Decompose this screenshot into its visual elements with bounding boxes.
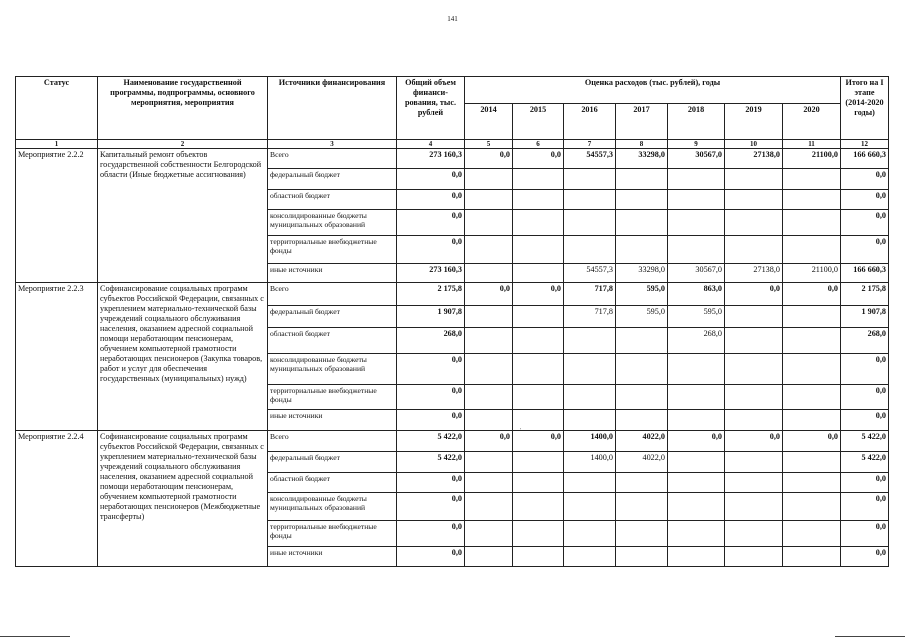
year-value-cell: 0,0 <box>783 283 841 306</box>
total-volume-cell: 1 907,8 <box>397 306 465 328</box>
year-value-cell <box>616 521 668 547</box>
year-value-cell <box>783 328 841 354</box>
year-value-cell <box>564 473 616 493</box>
year-value-cell <box>725 493 783 521</box>
header-year: 2015 <box>513 104 564 140</box>
year-value-cell <box>513 493 564 521</box>
funding-source: областной бюджет <box>268 190 397 210</box>
year-value-cell <box>564 190 616 210</box>
total-volume-cell: 0,0 <box>397 236 465 264</box>
year-value-cell: 0,0 <box>725 431 783 452</box>
year-value-cell <box>513 210 564 236</box>
year-value-cell: 30567,0 <box>668 149 725 169</box>
year-value-cell: 595,0 <box>616 283 668 306</box>
year-value-cell <box>465 236 513 264</box>
funding-source: областной бюджет <box>268 473 397 493</box>
stage-total-cell: 5 422,0 <box>841 452 889 473</box>
funding-source: территориальные внебюджетные фонды <box>268 236 397 264</box>
header-year: 2016 <box>564 104 616 140</box>
total-volume-cell: 0,0 <box>397 385 465 410</box>
year-value-cell: 0,0 <box>465 431 513 452</box>
year-value-cell: 863,0 <box>668 283 725 306</box>
funding-source: иные источники <box>268 547 397 567</box>
year-value-cell <box>783 473 841 493</box>
year-value-cell: 21100,0 <box>783 149 841 169</box>
header-year: 2018 <box>668 104 725 140</box>
year-value-cell: 27138,0 <box>725 264 783 283</box>
year-value-cell: 0,0 <box>465 283 513 306</box>
year-value-cell: 30567,0 <box>668 264 725 283</box>
year-value-cell <box>513 521 564 547</box>
stage-total-cell: 1 907,8 <box>841 306 889 328</box>
year-value-cell: 595,0 <box>668 306 725 328</box>
year-value-cell <box>564 354 616 385</box>
year-value-cell <box>668 190 725 210</box>
funding-source: областной бюджет <box>268 328 397 354</box>
column-number: 8 <box>616 140 668 149</box>
header-year: 2020 <box>783 104 841 140</box>
year-value-cell <box>465 306 513 328</box>
total-volume-cell: 273 160,3 <box>397 264 465 283</box>
year-value-cell <box>564 210 616 236</box>
year-value-cell: 21100,0 <box>783 264 841 283</box>
measure-name: Софинансирование социальных программ субъектов Российской Федерации, связанных с укреплением материально-технической базы учреждений социального обслуживания населения, оказанием адресной социальной помощи неработающим пенсионерам, обучением компьютерной грамотности неработающих пенсионеров (Закупка товаров, работ и услуг для обеспечения государственных (муниципальных) нужд) <box>98 283 268 431</box>
year-value-cell <box>668 236 725 264</box>
year-value-cell <box>465 169 513 190</box>
year-value-cell <box>668 169 725 190</box>
scan-edge-left <box>0 636 70 637</box>
scan-edge-right <box>835 636 905 637</box>
year-value-cell <box>513 547 564 567</box>
year-value-cell <box>668 354 725 385</box>
year-value-cell <box>564 547 616 567</box>
year-value-cell <box>725 521 783 547</box>
year-value-cell <box>564 385 616 410</box>
year-value-cell: 4022,0 <box>616 452 668 473</box>
year-value-cell <box>725 328 783 354</box>
year-value-cell <box>465 354 513 385</box>
header-years-title: Оценка расходов (тыс. рублей), годы <box>465 77 841 104</box>
year-value-cell <box>668 473 725 493</box>
scan-mark: ' <box>520 428 522 434</box>
year-value-cell: 717,8 <box>564 306 616 328</box>
column-number: 1 <box>16 140 98 149</box>
year-value-cell <box>783 190 841 210</box>
year-value-cell <box>668 410 725 431</box>
funding-source: территориальные внебюджетные фонды <box>268 385 397 410</box>
funding-source: консолидированные бюджеты муниципальных образований <box>268 493 397 521</box>
stage-total-cell: 5 422,0 <box>841 431 889 452</box>
header-total-stage: Итого на I этапе (2014-2020 годы) <box>841 77 889 140</box>
stage-total-cell: 2 175,8 <box>841 283 889 306</box>
year-value-cell <box>668 547 725 567</box>
year-value-cell: 0,0 <box>513 149 564 169</box>
header-total-volume: Общий объем финанси-рования, тыс. рублей <box>397 77 465 140</box>
year-value-cell <box>725 385 783 410</box>
stage-total-cell: 0,0 <box>841 236 889 264</box>
total-volume-cell: 5 422,0 <box>397 452 465 473</box>
year-value-cell <box>564 521 616 547</box>
year-value-cell: 54557,3 <box>564 149 616 169</box>
page-number: 141 <box>447 15 458 23</box>
total-volume-cell: 0,0 <box>397 473 465 493</box>
budget-table <box>15 76 889 567</box>
year-value-cell: 54557,3 <box>564 264 616 283</box>
year-value-cell: 1400,0 <box>564 452 616 473</box>
stage-total-cell: 0,0 <box>841 521 889 547</box>
header-year: 2017 <box>616 104 668 140</box>
year-value-cell: 0,0 <box>465 149 513 169</box>
year-value-cell: 0,0 <box>668 431 725 452</box>
measure-status: Мероприятие 2.2.4 <box>16 431 98 567</box>
year-value-cell <box>513 236 564 264</box>
year-value-cell <box>783 493 841 521</box>
year-value-cell <box>616 169 668 190</box>
column-number: 10 <box>725 140 783 149</box>
stage-total-cell: 268,0 <box>841 328 889 354</box>
year-value-cell <box>725 410 783 431</box>
year-value-cell <box>465 328 513 354</box>
year-value-cell <box>465 473 513 493</box>
year-value-cell <box>725 452 783 473</box>
year-value-cell <box>616 473 668 493</box>
total-volume-cell: 2 175,8 <box>397 283 465 306</box>
year-value-cell <box>513 473 564 493</box>
year-value-cell <box>616 328 668 354</box>
funding-source: федеральный бюджет <box>268 169 397 190</box>
measure-status: Мероприятие 2.2.3 <box>16 283 98 431</box>
measure-name: Софинансирование социальных программ субъектов Российской Федерации, связанных с укреплением материально-технической базы учреждений социального обслуживания населения, оказанием адресной социальной помощи неработающим пенсионерам, обучением компьютерной грамотности неработающих пенсионеров (Межбюджетные трансферты) <box>98 431 268 567</box>
year-value-cell <box>725 306 783 328</box>
funding-source: иные источники <box>268 264 397 283</box>
column-number: 2 <box>98 140 268 149</box>
total-volume-cell: 0,0 <box>397 169 465 190</box>
total-volume-cell: 0,0 <box>397 521 465 547</box>
column-number: 5 <box>465 140 513 149</box>
measure-name: Капитальный ремонт объектов государственной собственности Белгородской области (Иные бюджетные ассигнования) <box>98 149 268 283</box>
year-value-cell <box>783 169 841 190</box>
year-value-cell: 0,0 <box>513 431 564 452</box>
year-value-cell <box>564 169 616 190</box>
table-row <box>16 283 889 306</box>
year-value-cell <box>513 264 564 283</box>
total-volume-cell: 0,0 <box>397 493 465 521</box>
funding-source: Всего <box>268 283 397 306</box>
year-value-cell <box>725 190 783 210</box>
funding-source: Всего <box>268 431 397 452</box>
stage-total-cell: 0,0 <box>841 354 889 385</box>
column-number: 3 <box>268 140 397 149</box>
stage-total-cell: 0,0 <box>841 210 889 236</box>
year-value-cell <box>465 452 513 473</box>
year-value-cell <box>725 547 783 567</box>
year-value-cell <box>513 328 564 354</box>
year-value-cell <box>513 190 564 210</box>
year-value-cell <box>668 385 725 410</box>
year-value-cell <box>616 236 668 264</box>
funding-source: федеральный бюджет <box>268 452 397 473</box>
year-value-cell <box>668 452 725 473</box>
year-value-cell <box>783 385 841 410</box>
stage-total-cell: 0,0 <box>841 473 889 493</box>
year-value-cell <box>513 385 564 410</box>
year-value-cell <box>783 306 841 328</box>
total-volume-cell: 0,0 <box>397 410 465 431</box>
total-volume-cell: 5 422,0 <box>397 431 465 452</box>
year-value-cell <box>668 210 725 236</box>
year-value-cell <box>513 306 564 328</box>
year-value-cell <box>616 493 668 521</box>
header-year: 2019 <box>725 104 783 140</box>
total-volume-cell: 273 160,3 <box>397 149 465 169</box>
year-value-cell <box>668 493 725 521</box>
header-year: 2014 <box>465 104 513 140</box>
year-value-cell <box>616 210 668 236</box>
year-value-cell <box>725 210 783 236</box>
stage-total-cell: 0,0 <box>841 169 889 190</box>
year-value-cell <box>616 410 668 431</box>
year-value-cell <box>725 473 783 493</box>
year-value-cell <box>783 547 841 567</box>
year-value-cell: 33298,0 <box>616 264 668 283</box>
total-volume-cell: 0,0 <box>397 190 465 210</box>
year-value-cell: 595,0 <box>616 306 668 328</box>
table-row <box>16 431 889 452</box>
table-row <box>16 149 889 169</box>
year-value-cell <box>725 354 783 385</box>
year-value-cell <box>564 410 616 431</box>
funding-source: федеральный бюджет <box>268 306 397 328</box>
year-value-cell <box>783 410 841 431</box>
total-volume-cell: 268,0 <box>397 328 465 354</box>
year-value-cell: 0,0 <box>783 431 841 452</box>
year-value-cell <box>465 493 513 521</box>
year-value-cell <box>616 190 668 210</box>
year-value-cell <box>783 210 841 236</box>
year-value-cell: 33298,0 <box>616 149 668 169</box>
year-value-cell <box>616 385 668 410</box>
column-number: 7 <box>564 140 616 149</box>
column-number: 9 <box>668 140 725 149</box>
year-value-cell: 0,0 <box>513 283 564 306</box>
year-value-cell <box>513 354 564 385</box>
funding-source: консолидированные бюджеты муниципальных образований <box>268 210 397 236</box>
funding-source: территориальные внебюджетные фонды <box>268 521 397 547</box>
year-value-cell: 717,8 <box>564 283 616 306</box>
measure-status: Мероприятие 2.2.2 <box>16 149 98 283</box>
year-value-cell <box>783 354 841 385</box>
year-value-cell <box>465 264 513 283</box>
stage-total-cell: 166 660,3 <box>841 264 889 283</box>
stage-total-cell: 0,0 <box>841 410 889 431</box>
year-value-cell <box>465 547 513 567</box>
column-number: 12 <box>841 140 889 149</box>
funding-source: консолидированные бюджеты муниципальных образований <box>268 354 397 385</box>
budget-body <box>16 149 889 567</box>
year-value-cell <box>564 493 616 521</box>
year-value-cell <box>513 452 564 473</box>
year-value-cell: 0,0 <box>725 283 783 306</box>
header-sources: Источники финансирования <box>268 77 397 140</box>
column-number: 11 <box>783 140 841 149</box>
year-value-cell <box>668 521 725 547</box>
total-volume-cell: 0,0 <box>397 210 465 236</box>
year-value-cell <box>465 210 513 236</box>
funding-source: иные источники <box>268 410 397 431</box>
year-value-cell: 1400,0 <box>564 431 616 452</box>
funding-source: Всего <box>268 149 397 169</box>
year-value-cell: 27138,0 <box>725 149 783 169</box>
header-name: Наименование государственной программы, подпрограммы, основного мероприятия, мероприятия <box>98 77 268 140</box>
stage-total-cell: 166 660,3 <box>841 149 889 169</box>
year-value-cell <box>465 521 513 547</box>
year-value-cell <box>564 328 616 354</box>
year-value-cell <box>783 236 841 264</box>
year-value-cell: 268,0 <box>668 328 725 354</box>
column-number-row <box>16 140 889 149</box>
year-value-cell <box>465 190 513 210</box>
year-value-cell <box>783 521 841 547</box>
column-number: 4 <box>397 140 465 149</box>
year-value-cell <box>725 169 783 190</box>
year-value-cell <box>564 236 616 264</box>
year-value-cell <box>783 452 841 473</box>
header-status: Статус <box>16 77 98 140</box>
year-value-cell <box>616 354 668 385</box>
year-value-cell <box>465 410 513 431</box>
year-value-cell <box>465 385 513 410</box>
stage-total-cell: 0,0 <box>841 547 889 567</box>
year-value-cell <box>725 236 783 264</box>
stage-total-cell: 0,0 <box>841 493 889 521</box>
total-volume-cell: 0,0 <box>397 547 465 567</box>
stage-total-cell: 0,0 <box>841 190 889 210</box>
column-number: 6 <box>513 140 564 149</box>
year-value-cell <box>513 169 564 190</box>
total-volume-cell: 0,0 <box>397 354 465 385</box>
year-value-cell: 4022,0 <box>616 431 668 452</box>
year-value-cell <box>616 547 668 567</box>
stage-total-cell: 0,0 <box>841 385 889 410</box>
